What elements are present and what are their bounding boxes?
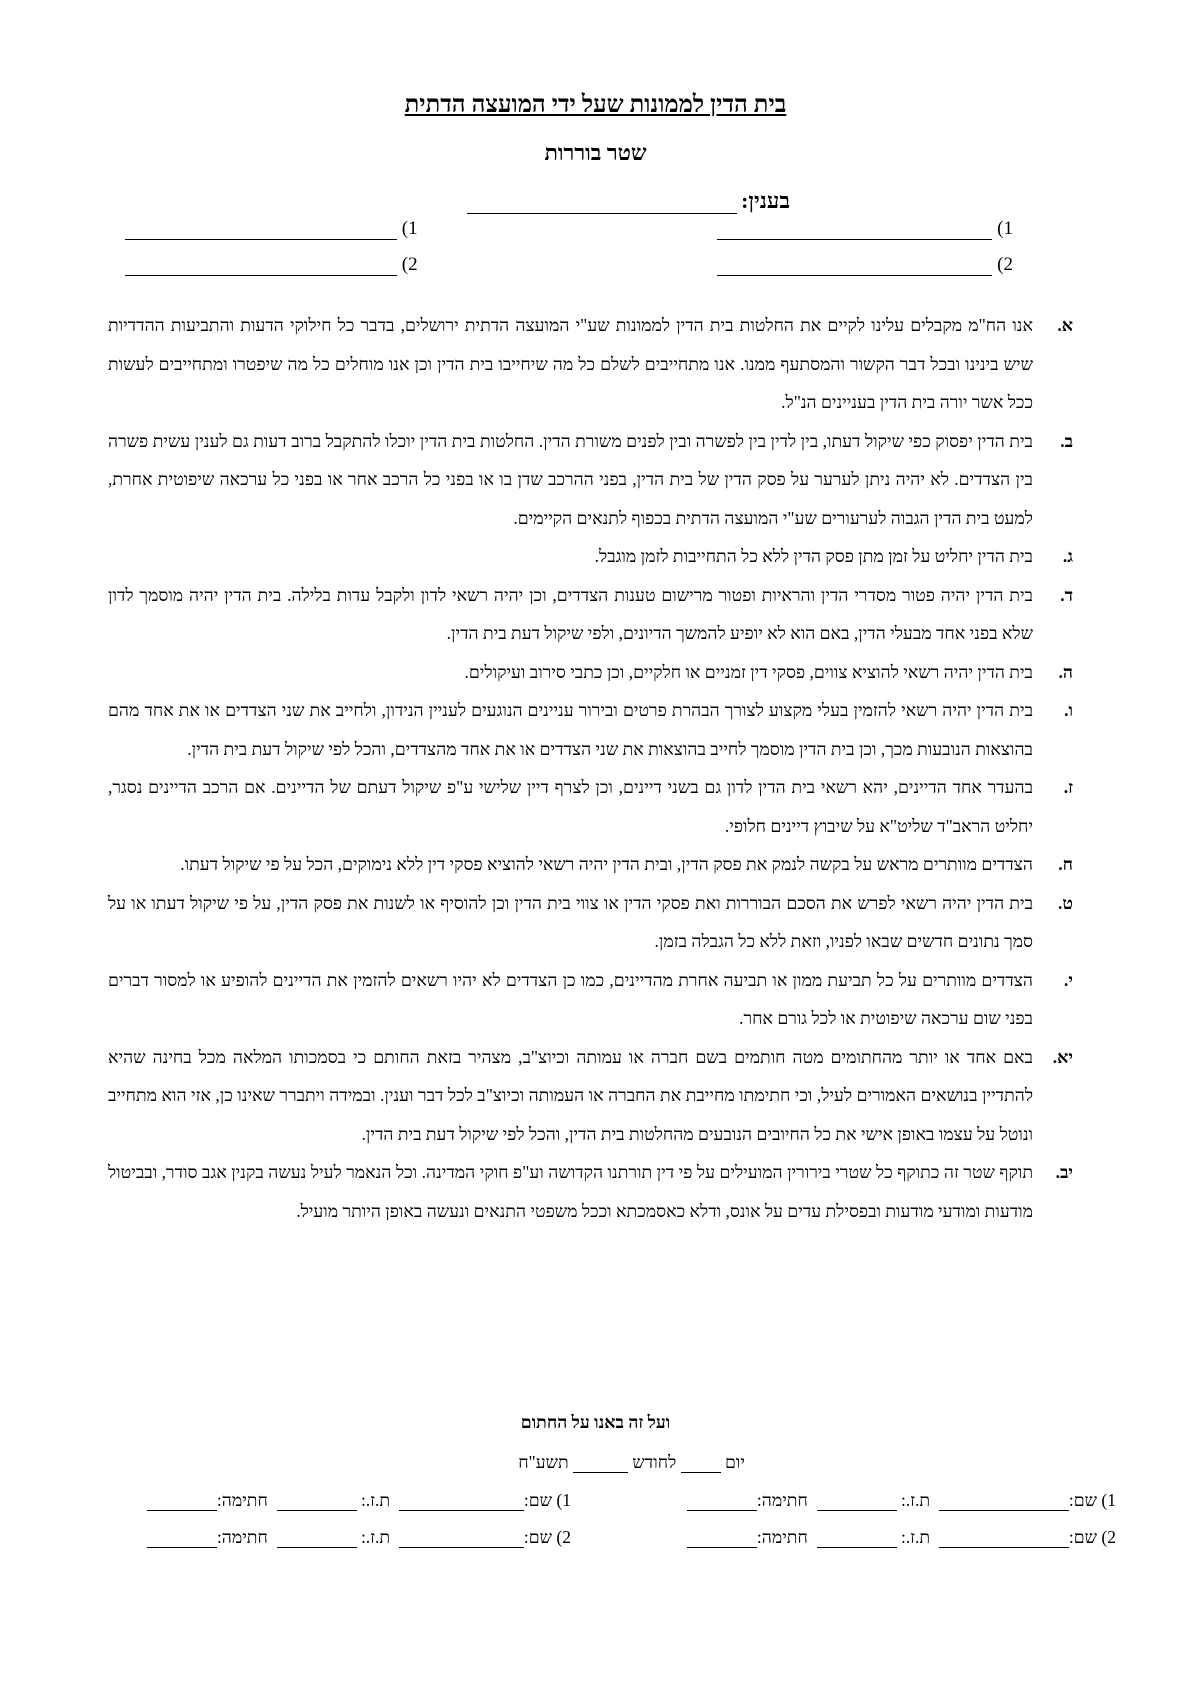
clause-letter: ט. xyxy=(1058,892,1073,913)
party-left-2 xyxy=(125,254,418,276)
signature-row-1-right xyxy=(687,1490,1116,1511)
clause-letter: ז. xyxy=(1063,777,1073,797)
regarding-label: בענין: xyxy=(741,188,790,213)
sig-number: 1) xyxy=(1101,1490,1116,1510)
clause-zayin xyxy=(108,768,1073,845)
sig-name-label: שם: xyxy=(1068,1527,1098,1547)
date-year-label: תשע"ח xyxy=(518,1452,569,1472)
sig-sign-blank[interactable] xyxy=(147,1492,217,1511)
clause-letter: יא. xyxy=(1052,1046,1073,1067)
sig-id-label: ת.ז.: xyxy=(360,1527,391,1547)
closing-statement: ועל זה באנו על החתום xyxy=(520,1412,671,1432)
signature-row-2-right xyxy=(687,1527,1116,1548)
sig-id-blank[interactable] xyxy=(277,1492,357,1511)
clause-text: בהעדר אחד הדיינים, יהא רשאי בית הדין לדון גם בשני דיינים, וכן לצרף דיין שלישי ע"פ שיקול דעתם של הדיינים. אם הרכב הדיינים נסגר, יחליט הראב"ד שליט"א על שיבוץ דיינים חלופי. xyxy=(108,777,1033,836)
regarding-blank[interactable] xyxy=(467,191,737,214)
clause-het xyxy=(108,845,1073,884)
sig-name-label: שם: xyxy=(1068,1490,1098,1510)
clause-bet xyxy=(108,422,1073,538)
clause-text: אנו הח"מ מקבלים עלינו לקיים את החלטות בית הדין לממונות שע"י המועצה הדתית ירושלים, בדבר כל חילוקי הדעות והתביעות ההדדיות שיש בינינו ובכל דבר הקשור והמסתעף ממנו. אנו מתחייבים לשלם כל מה שיחייבו בית הדין וכן אנו מוחלים כל מה שיפטרו ומתחייבים לעשות ככל אשר יורה בית הדין בעניינים הנ"ל. xyxy=(108,315,1033,412)
party-right-1-number: 1) xyxy=(997,218,1013,239)
clause-letter: ג. xyxy=(1062,546,1073,566)
document-subtitle: שטר בוררות xyxy=(544,140,647,165)
sig-sign-label: חתימה: xyxy=(216,1527,268,1547)
sig-id-label: ת.ז.: xyxy=(900,1490,931,1510)
clauses-list xyxy=(108,306,1073,1230)
sig-name-blank[interactable] xyxy=(399,1529,524,1548)
clause-yod xyxy=(108,961,1073,1038)
sig-id-blank[interactable] xyxy=(817,1492,897,1511)
sig-number: 2) xyxy=(556,1527,571,1547)
sig-id-label: ת.ז.: xyxy=(360,1490,391,1510)
sig-sign-blank[interactable] xyxy=(147,1529,217,1548)
sig-id-blank[interactable] xyxy=(817,1529,897,1548)
sig-id-blank[interactable] xyxy=(277,1529,357,1548)
clause-letter: י. xyxy=(1064,969,1073,990)
date-month-label: לחודש xyxy=(632,1452,677,1472)
clause-gimel xyxy=(108,537,1073,576)
party-right-1 xyxy=(717,218,1013,240)
clause-alef xyxy=(108,306,1073,422)
party-left-1-blank[interactable] xyxy=(125,219,397,240)
sig-number: 1) xyxy=(556,1490,571,1510)
clause-text: בית הדין יפסוק כפי שיקול דעתו, בין לדין בין לפשרה ובין לפנים משורת הדין. החלטות בית הדין יוכלו להתקבל ברוב דעות גם לענין עשית פשרה בין הצדדים. לא יהיה ניתן לערער על פסק הדין של בית הדין, בפני ההרכב שדן בו או בפני כל הרכב אחר או בפני כל ערכאה שיפוטית אחרת, למעט בית הדין הגבוה לערעורים שע"י המועצה הדתית בכפוף לתנאים הקיימים. xyxy=(108,430,1033,528)
party-right-2-blank[interactable] xyxy=(717,255,992,276)
clause-letter: ו. xyxy=(1064,700,1073,720)
sig-sign-label: חתימה: xyxy=(216,1490,268,1510)
sig-sign-label: חתימה: xyxy=(756,1527,808,1547)
clause-letter: יב. xyxy=(1055,1162,1073,1182)
clause-yod-alef xyxy=(108,1038,1073,1154)
party-right-2-number: 2) xyxy=(997,254,1013,275)
clause-text: בית הדין יהיה רשאי להוציא צווים, פסקי דין זמניים או חלקיים, וכן כתבי סירוב ועיקולים. xyxy=(464,661,1033,682)
clause-text: הצדדים מוותרים מראש על בקשה לנמק את פסק הדין, ובית הדין יהיה רשאי להוציא פסקי דין ללא נימוקים, הכל על פי שיקול דעתו. xyxy=(180,854,1033,874)
clause-he xyxy=(108,653,1073,692)
sig-name-label: שם: xyxy=(523,1527,553,1547)
date-month-blank[interactable] xyxy=(573,1454,628,1473)
clause-letter: ח. xyxy=(1058,854,1073,874)
clause-text: תוקף שטר זה כתוקף כל שטרי בירורין המועילים על פי דין תורתנו הקדושה וע"פ חוקי המדינה. וכל הנאמר לעיל נעשה בקנין אגב סודר, ובביטול מודעות ומודעי מודעות ובפסילת עדים על אונס, ודלא כאסמכתא וככל משפטי התנאים ונעשה באופן היותר מועיל. xyxy=(108,1162,1033,1221)
sig-name-blank[interactable] xyxy=(939,1529,1069,1548)
clause-letter: ה. xyxy=(1058,661,1073,682)
sig-name-label: שם: xyxy=(523,1490,553,1510)
clause-text: בית הדין יהיה פטור מסדרי הדין והראיות ופטור מרישום טענות הצדדים, וכן יהיה רשאי לדון ולקבל עדות בלילה. בית הדין יהיה מוסמך לדון שלא בפני אחד מבעלי הדין, באם הוא לא יופיע להמשך הדיונים, ולפי שיקול דעת בית הדין. xyxy=(108,584,1033,643)
regarding-line xyxy=(430,188,790,214)
clause-letter: א. xyxy=(1057,315,1073,335)
clause-tet xyxy=(108,884,1073,961)
clause-dalet xyxy=(108,576,1073,653)
party-left-2-blank[interactable] xyxy=(125,255,397,276)
clause-letter: ב. xyxy=(1060,430,1073,451)
sig-sign-blank[interactable] xyxy=(687,1529,757,1548)
clause-text: בית הדין יהיה רשאי להזמין בעלי מקצוע לצורך הבהרת פרטים ובירור עניינים הנוגעים לעניין הנידון, ולחייב את שני הצדדים או את אחד מהם בהוצאות הנובעות מכך, וכן בית הדין מוסמך לחייב בהוצאות את שני הצדדים או את אחד מהצדדים, והכל לפי שיקול דעת בית הדין. xyxy=(108,700,1033,759)
date-line xyxy=(455,1452,745,1473)
document-title: בית הדין לממונות שעל ידי המועצה הדתית xyxy=(404,92,787,118)
sig-name-blank[interactable] xyxy=(399,1492,524,1511)
clause-text: באם אחד או יותר מהחתומים מטה חותמים בשם חברה או עמותה וכיוצ"ב, מצהיר בזאת החותם כי בסמכותו המלאה מכל בחינה שהיא להתדיין בנושאים האמורים לעיל, וכי חתימתו מחייבת את החברה או העמותה וכיוצ"ב לכל דבר וענין. ובמידה ויתברר שאינו כן, אזי הוא מתחייב ונוטל על עצמו באופן אישי את כל החיובים הנובעים מהחלטות בית הדין, והכל לפי שיקול דעת בית הדין. xyxy=(108,1046,1033,1144)
signature-row-1-left xyxy=(147,1490,571,1511)
party-left-1-number: (1 xyxy=(401,218,418,239)
sig-name-blank[interactable] xyxy=(939,1492,1069,1511)
sig-sign-label: חתימה: xyxy=(756,1490,808,1510)
sig-sign-blank[interactable] xyxy=(687,1492,757,1511)
sig-id-label: ת.ז.: xyxy=(900,1527,931,1547)
party-right-1-blank[interactable] xyxy=(717,219,992,240)
signature-row-2-left xyxy=(147,1527,571,1548)
party-right-2 xyxy=(717,254,1013,276)
clause-letter: ד. xyxy=(1060,584,1073,605)
date-day-blank[interactable] xyxy=(681,1454,721,1473)
date-day-label: יום xyxy=(725,1452,745,1472)
clause-text: בית הדין יהיה רשאי לפרש את הסכם הבוררות ואת פסקי הדין או צווי בית הדין וכן להוסיף או לשנות את פסק הדין, על פי שיקול דעתו או על סמך נתונים חדשים שבאו לפניו, וזאת ללא כל הגבלה בזמן. xyxy=(108,892,1033,951)
clause-text: הצדדים מוותרים על כל תביעת ממון או תביעה אחרת מהדיינים, כמו כן הצדדים לא יהיו רשאים להזמין את הדיינים להופיע או למסור דברים בפני שום ערכאה שיפוטית או לכל גורם אחר. xyxy=(108,969,1033,1028)
clause-yod-bet xyxy=(108,1153,1073,1230)
clause-text: בית הדין יחליט על זמן מתן פסק הדין ללא כל התחייבות לזמן מוגבל. xyxy=(594,546,1033,566)
party-left-2-number: (2 xyxy=(401,254,418,275)
party-left-1 xyxy=(125,218,418,240)
clause-vav xyxy=(108,691,1073,768)
sig-number: 2) xyxy=(1101,1527,1116,1547)
